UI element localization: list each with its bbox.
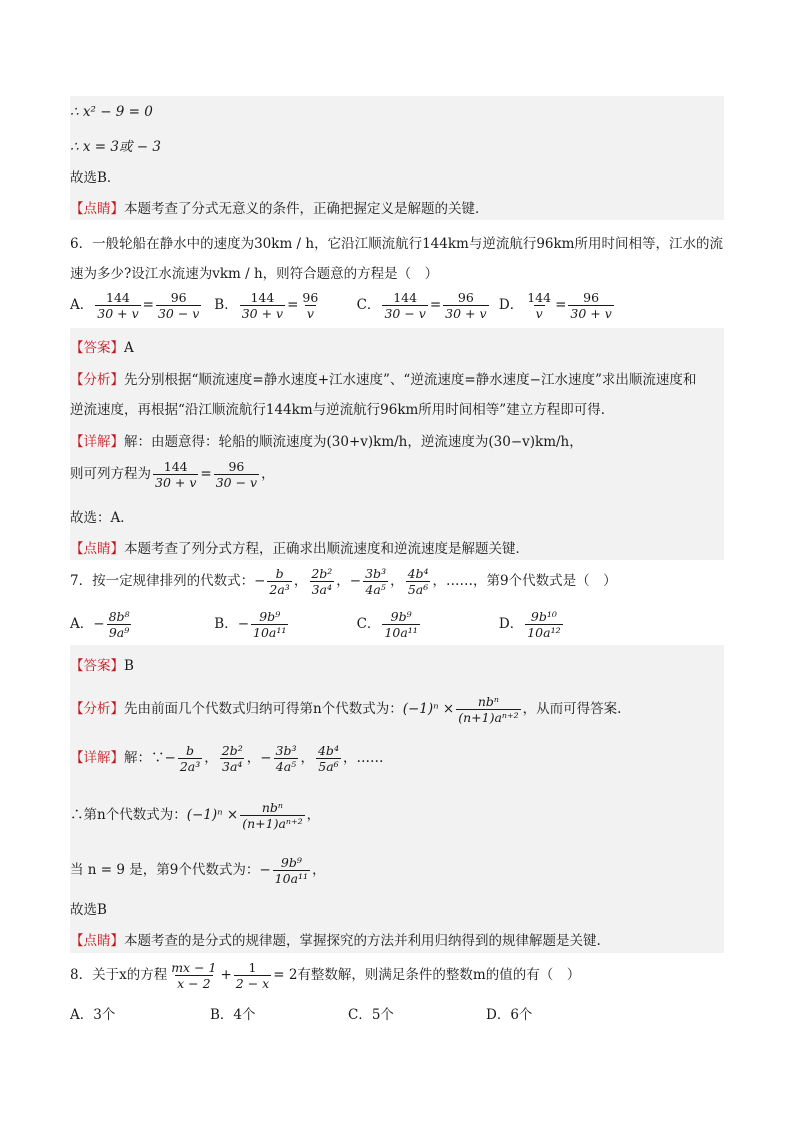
q7-option-d[interactable]: D． $\frac{\text{9b¹⁰}}{\text{10a¹²}}$	[498, 609, 561, 640]
analysis-text: 先分别根据“顺流速度=静水速度+江水速度”、“逆流速度=静水速度−江水速度”求出顺流速度和	[124, 372, 697, 388]
q8-options	[70, 1003, 532, 1023]
q8-stem: 8．关于x的方程 $\frac{mx - 1}{x - 2}$ + $\frac{1}{2 - x}$ = 2有整数解，则满足条件的整数m的值的有（ ）	[70, 960, 581, 991]
detail-tag: 【详解】	[70, 750, 124, 766]
comment-tag: 【点睛】	[70, 201, 124, 217]
answer-tag: 【答案】	[70, 658, 124, 674]
q7-detail: 【详解】解：∵− $\frac{b}{\text{2a³}}$ ， $\frac{\text{2b²}}{\text{3a⁴}}$ ，− $\frac{\text{3b³}}{\text{4a⁵}}$ ， $\frac{\text{4b⁴}}{\text{5a⁶}}$ ，……	[70, 743, 384, 774]
q8-option-c[interactable]: C．5个	[348, 1007, 394, 1023]
q6-analysis-1	[70, 368, 696, 388]
q6-comment	[70, 537, 529, 557]
answer-tag: 【答案】	[70, 340, 124, 356]
answer-value: B	[124, 658, 134, 674]
q7-options	[70, 609, 565, 640]
q7-analysis: 【分析】先由前面几个代数式归纳可得第n个代数式为：(−1)ⁿ × $\frac{\text{nbⁿ}}{\text{(n+1)aⁿ⁺²}}$ ，从而可得答案.	[70, 694, 622, 725]
q7-choose: 故选B	[70, 902, 107, 918]
q6-option-b[interactable]: B． $\frac{144}{30 + v}$ = $\frac{96}{v}$	[214, 290, 319, 321]
q6-option-a[interactable]: A． $\frac{144}{30 + v}$ = $\frac{96}{30 - v}$	[70, 290, 200, 321]
q5-choose: 故选B．	[70, 170, 121, 186]
q8-option-b[interactable]: B．4个	[210, 1007, 256, 1023]
q6-analysis-2: 逆流速度，再根据“沿江顺流航行144km与逆流航行96km所用时间相等”建立方程即可得．	[70, 402, 615, 418]
q7-option-c[interactable]: C． $\frac{\text{9b⁹}}{\text{10a¹¹}}$	[356, 609, 418, 640]
q8-option-a[interactable]: A．3个	[70, 1007, 116, 1023]
answer-value: A	[124, 340, 134, 356]
comment-text: 本题考查了分式无意义的条件，正确把握定义是解题的关键．	[124, 201, 489, 217]
q5-comment	[70, 197, 489, 217]
q6-detail-1	[70, 430, 583, 450]
detail-tag: 【详解】	[70, 434, 124, 450]
q5-line-1: ∴ x² − 9 = 0	[70, 104, 153, 120]
q7-ninth-term: 当 n = 9 是，第9个代数式为：− $\frac{\text{9b⁹}}{\text{10a¹¹}}$ ，	[70, 855, 326, 886]
q6-choose: 故选：A．	[70, 510, 134, 526]
q6-option-c[interactable]: C． $\frac{144}{30 - v}$ = $\frac{96}{30 + v}$	[356, 290, 487, 321]
q7-general-term: ∴第n个代数式为：(−1)ⁿ × $\frac{\text{nbⁿ}}{\text{(n+1)aⁿ⁺²}}$ ，	[70, 800, 321, 831]
comment-tag: 【点睛】	[70, 541, 124, 557]
q5-line-2: ∴ x = 3或 − 3	[70, 139, 161, 155]
q6-options	[70, 290, 616, 321]
analysis-tag: 【分析】	[70, 701, 124, 717]
comment-tag: 【点睛】	[70, 933, 124, 949]
detail-text: 解：由题意得：轮船的顺流速度为(30+v)km/h，逆流速度为(30−v)km/h，	[124, 434, 583, 450]
comment-text: 本题考查了列分式方程，正确求出顺流速度和逆流速度是解题关键．	[124, 541, 529, 557]
solution-block-q7	[70, 645, 724, 953]
q6-answer	[70, 336, 134, 356]
q7-stem: 7．按一定规律排列的代数式：− $\frac{b}{\text{2a³}}$ ， $\frac{\text{2b²}}{\text{3a⁴}}$ ，− $\frac{\text{3b³}}{\text{4a⁵}}$ ， $\frac{\text{4b⁴}}{\text{5a⁶}}$ ，……，第9个代数式是（ ）	[70, 566, 617, 597]
q6-detail-2: 则可列方程为 $\frac{144}{30 + v}$ = $\frac{96}{30 - v}$ ，	[70, 459, 275, 490]
q6-stem-2: 速为多少?设江水流速为vkm / h，则符合题意的方程是（ ）	[70, 266, 439, 282]
comment-text: 本题考查的是分式的规律题，掌握探究的方法并利用归纳得到的规律解题是关键.	[124, 933, 601, 949]
q8-option-d[interactable]: D．6个	[486, 1007, 533, 1023]
analysis-tag: 【分析】	[70, 372, 124, 388]
q6-option-d[interactable]: D． $\frac{144}{v}$ = $\frac{96}{30 + v}$	[498, 290, 612, 321]
q7-comment	[70, 929, 601, 949]
q6-stem-1: 6．一般轮船在静水中的速度为30km / h，它沿江顺流航行144km与逆流航行96km所用时间相等，江水的流	[70, 236, 723, 252]
q7-option-b[interactable]: B．− $\frac{\text{9b⁹}}{\text{10a¹¹}}$	[214, 609, 287, 640]
q7-answer	[70, 654, 134, 674]
q7-option-a[interactable]: A．− $\frac{\text{8b⁸}}{\text{9a⁹}}$	[70, 609, 130, 640]
